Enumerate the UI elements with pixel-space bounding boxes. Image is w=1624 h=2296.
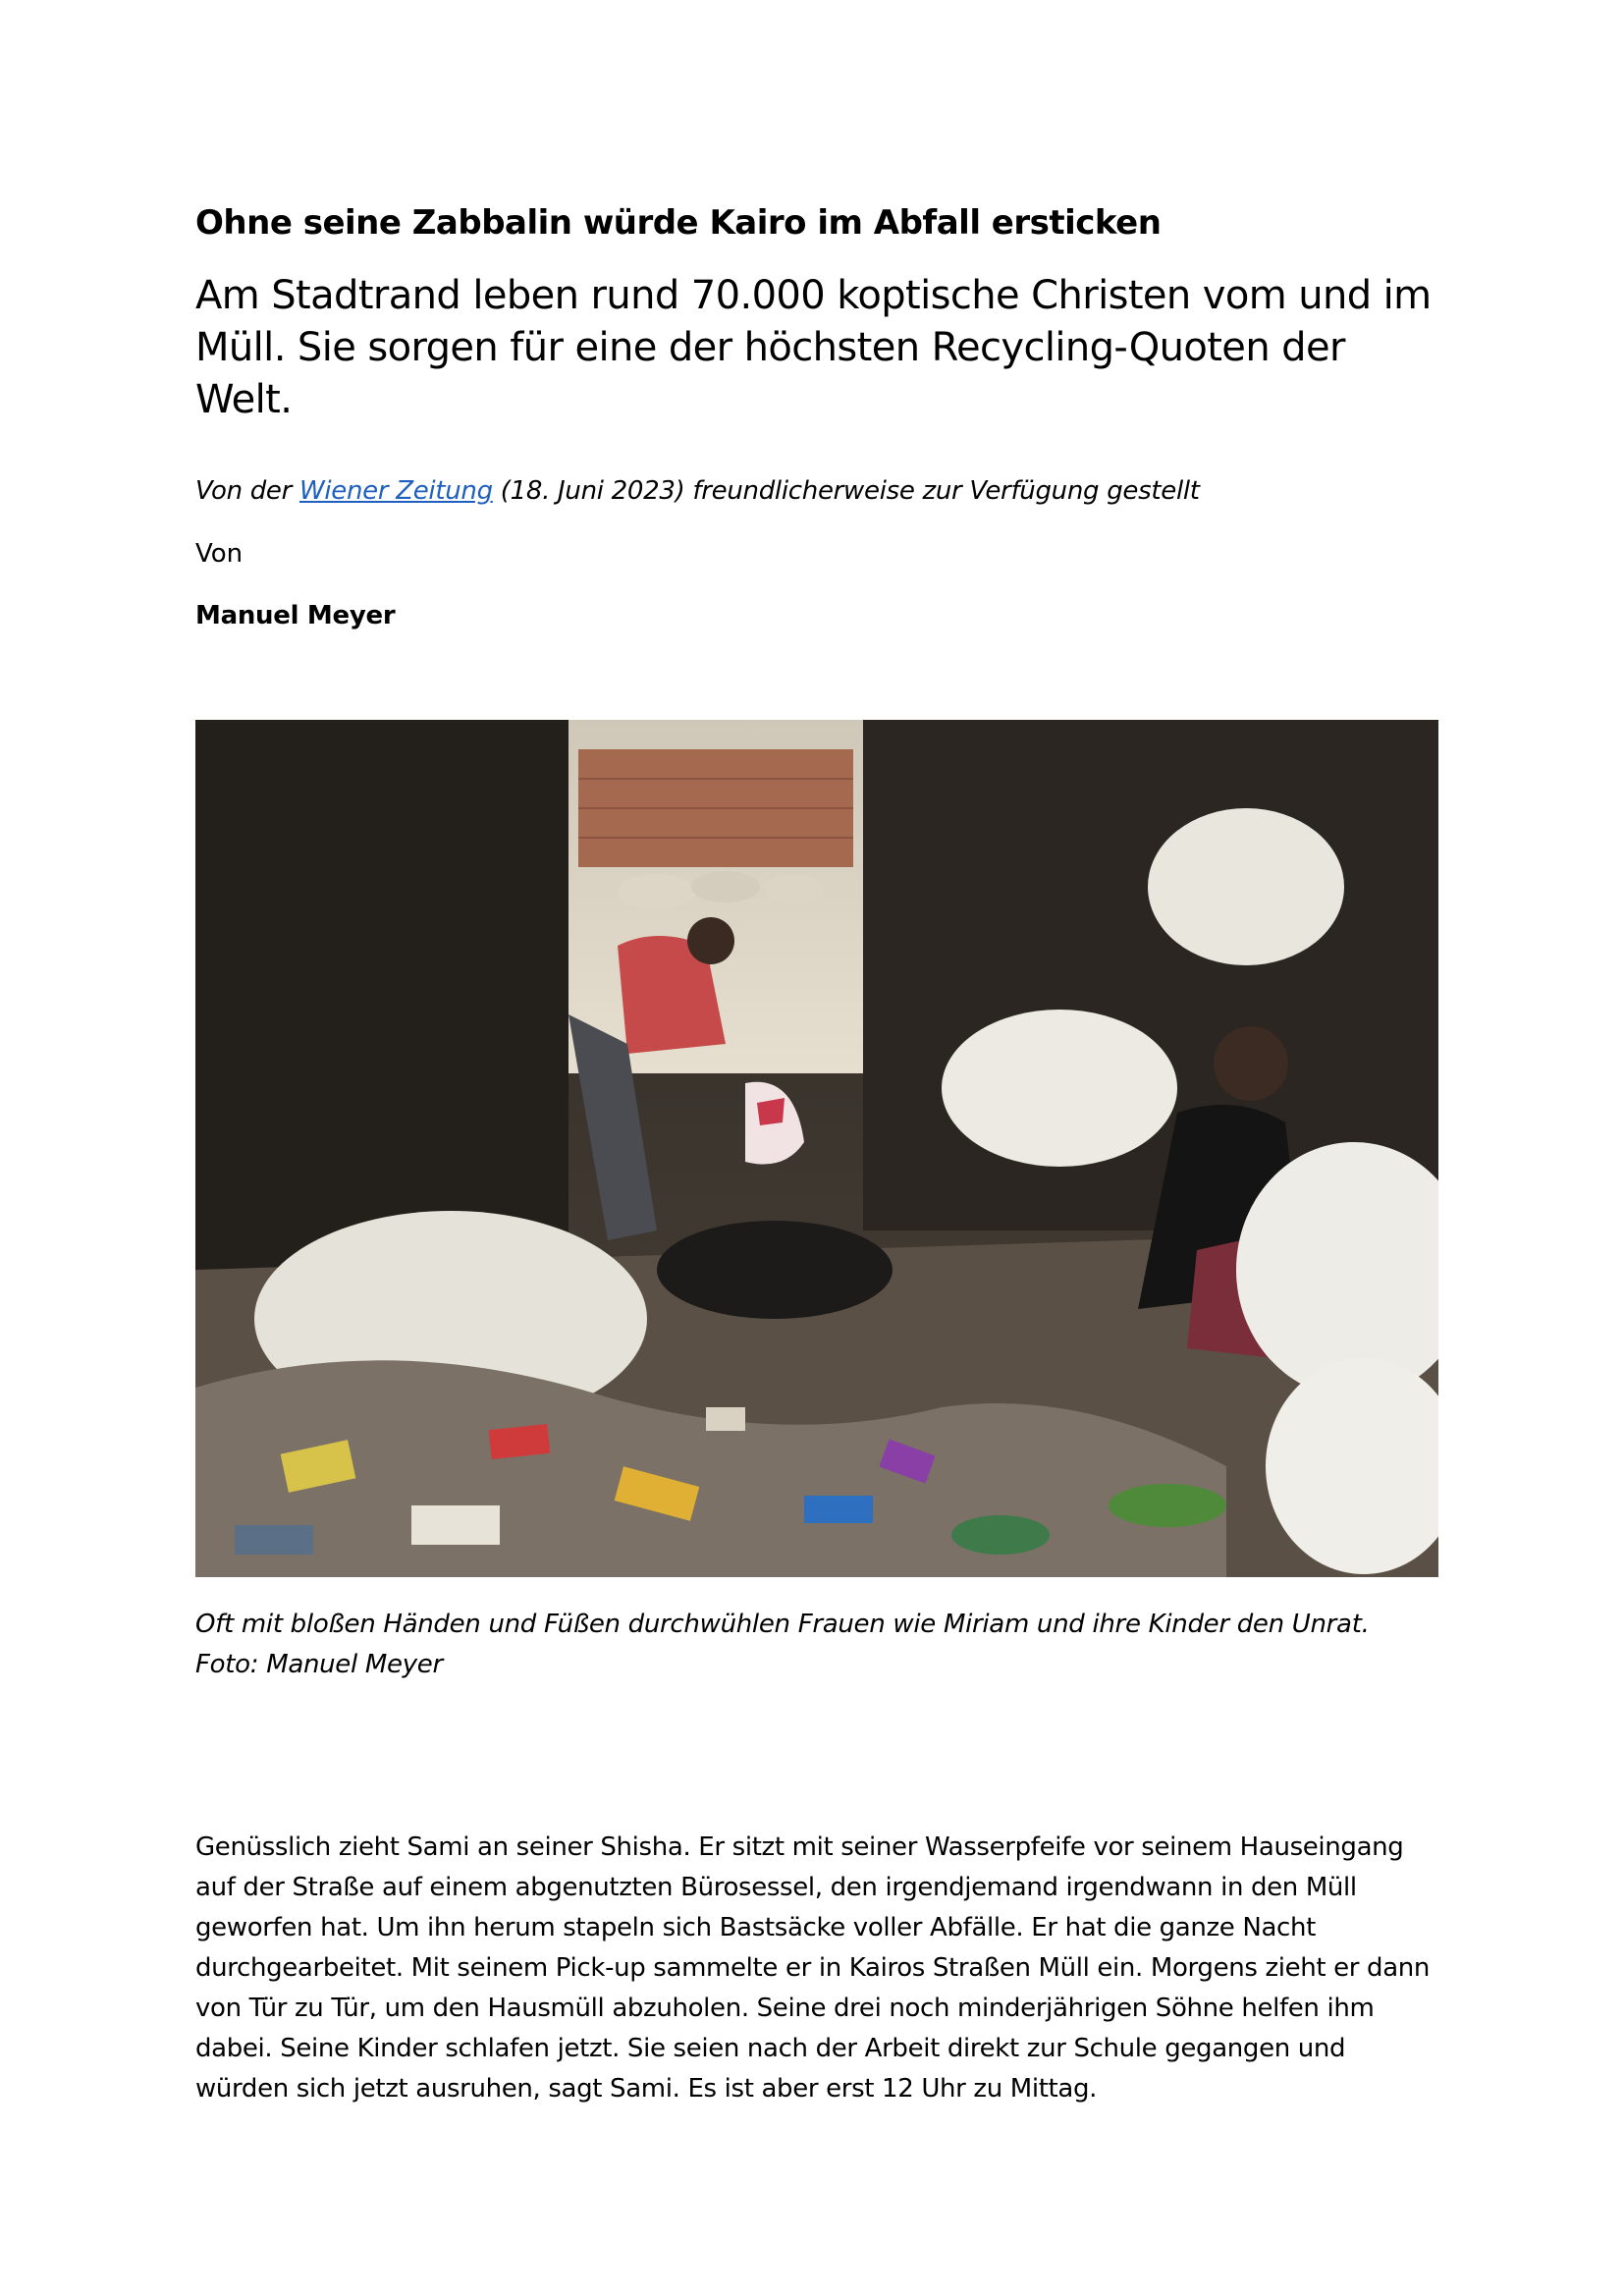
source-prefix: Von der (195, 476, 299, 506)
byline-label: Von (195, 539, 244, 569)
source-link[interactable]: Wiener Zeitung (298, 476, 493, 506)
article-body: Genüsslich zieht Sami an seiner Shisha. Er sitzt mit seiner Wasserpfeife vor seinem Hauseingang auf der Straße auf einem abgenutzten Bürosessel, den irgendjemand irgendwann in den Müll geworfen hat. Um ihn herum stapeln sich Bastsäcke voller Abfälle. Er hat die ganze Nacht durchgearbeitet. Mit seinem Pick-up sammelte er in Kairos Straßen Müll ein. Morgens zieht er dann von Tür zu Tür, um den Hausmüll abzuholen. Seine drei noch minderjährigen Söhne helfen ihm dabei. Seine Kinder schlafen jetzt. Sie seien nach der Arbeit direkt zur Schule gegangen und würden sich jetzt ausruhen, sagt Sami. Es ist aber erst 12 Uhr zu Mittag. (195, 1832, 1431, 2104)
article-photo (195, 720, 1438, 1577)
source-suffix: (18. Juni 2023) freundlicherweise zur Verfügung gestellt (492, 476, 1200, 506)
article-title: Ohne seine Zabbalin würde Kairo im Abfall ersticken (195, 203, 1162, 243)
author-name: Manuel Meyer (195, 601, 396, 630)
photo-illustration (195, 720, 1438, 1577)
source-note (195, 473, 1200, 509)
article-subtitle: Am Stadtrand leben rund 70.000 koptische Christen vom und im Müll. Sie sorgen für eine der höchsten Recycling-Quoten der Welt. (195, 273, 1432, 422)
photo-caption: Oft mit bloßen Händen und Füßen durchwühlen Frauen wie Miriam und ihre Kinder den Unrat. Foto: Manuel Meyer (195, 1610, 1370, 1679)
